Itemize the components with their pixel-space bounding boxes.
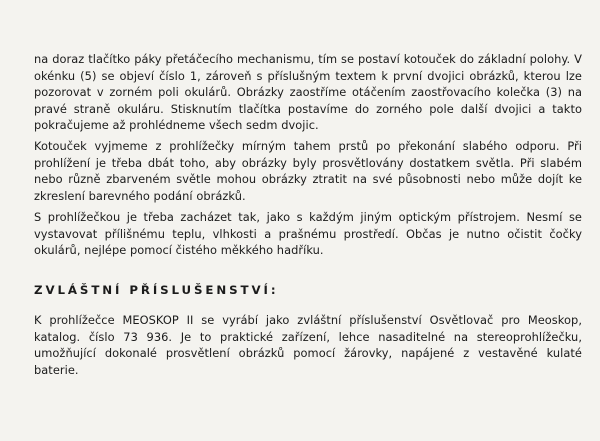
section-heading-accessories: ZVLÁŠTNÍ PŘÍSLUŠENSTVÍ: <box>34 283 279 297</box>
paragraph-removal: Kotouček vyjmeme z prohlížečky mírným tahem prstů po překonání slabého odporu. Při prohlížení je třeba dbát toho, aby obrázky byly prosvětlovány dostatkem světla. Při slabém nebo různě zbarveném světle mohou obrázky ztratit na své působnosti nebo může dojít ke zkreslení barevného podání obrázků. <box>34 139 582 203</box>
paragraph-operation: na doraz tlačítko páky přetáčecího mechanismu, tím se postaví kotouček do základní polohy. V okénku (5) se objeví číslo 1, zároveň s příslušným textem k první dvojici obrázků, kterou lze pozorovat v zorném poli okulárů. Obrázky zaostříme otáčením zaostřovacího kolečka (3) na pravé straně okuláru. Stisknutím tlačítka postavíme do zorného pole další dvojici a takto pokračujeme až prohlédneme všech sedm dvojic. <box>34 52 582 133</box>
paragraph-accessories: K prohlížečce MEOSKOP II se vyrábí jako zvláštní příslušenství Osvětlovač pro Meoskop, katalog. číslo 73 936. Je to praktické zařízení, lehce nasaditelné na stereoprohlížečku, umožňující dokonalé prosvětlení obrázků pomocí žárovky, napájené z vestavěné kulaté baterie. <box>34 313 582 377</box>
paragraph-care: S prohlížečkou je třeba zacházet tak, jako s každým jiným optickým přístrojem. Nesmí se vystavovat přílišnému teplu, vlhkosti a prašnému prostředí. Občas je nutno očistit čočky okulárů, nejlépe pomocí čistého měkkého hadříku. <box>34 210 582 258</box>
